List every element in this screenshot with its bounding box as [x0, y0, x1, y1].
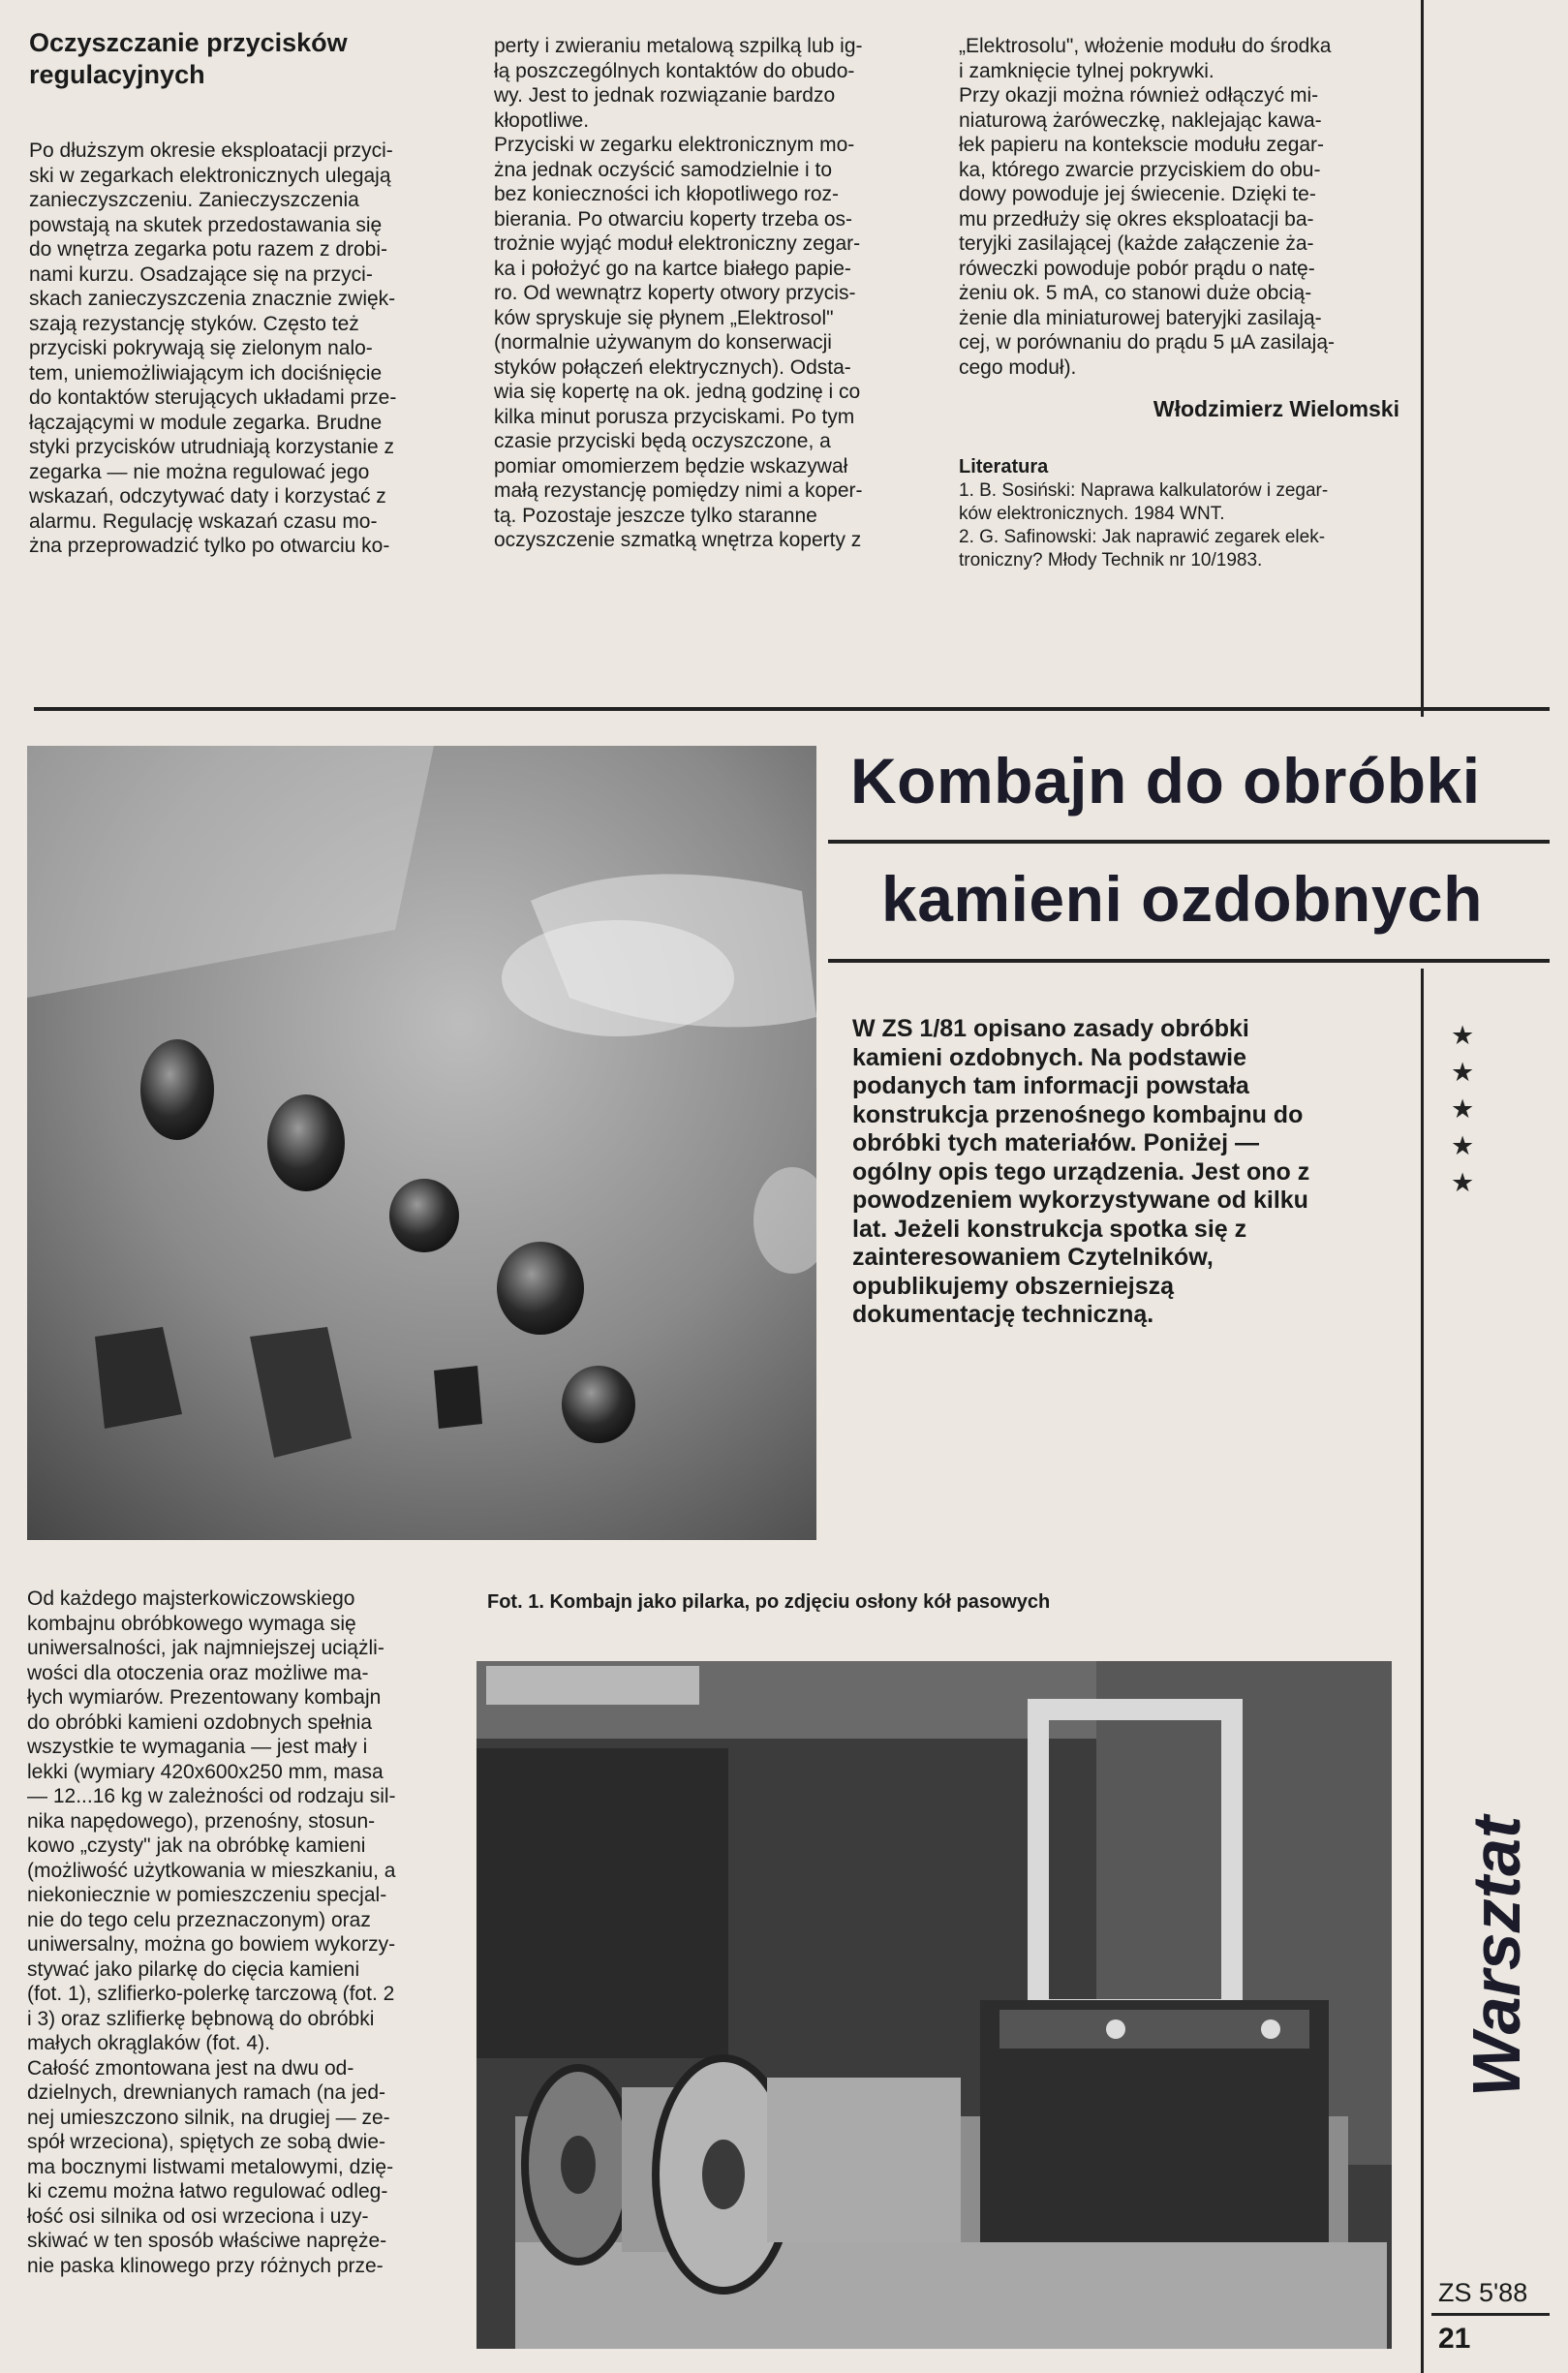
section-label: Warsztat [1459, 1815, 1534, 2098]
column-text: perty i zwieraniu metalową szpilką lub ig- łą poszczególnych kontaktów do obudo- wy. Jest to jednak rozwiązanie bardzo kłopotliwe. Przyciski w zegarku elektronicznym mo- żna jednak oczyścić samodzielnie i to bez konieczności ich kłopotliwego roz- bierania. Po otwarciu koperty trzeba os- trożnie wyjąć moduł elektroniczny zegar- ka i położyć go na kartce białego papie- ro. Od wewnątrz koperty otwory przycis- ków spryskuje się płynem „Elektrosol" (normalnie używanym do konserwacji styków połączeń elektrycznych). Odsta- wia się kopertę na ok. jedną godzinę i co kilka minut porusza przyciskami. Po tym czasie przyciski będą oczyszczone, a pomiar omomierzem będzie wskazywał małą rezystancję pomiędzy nimi a koper- tą. Pozostaje jeszcze tylko staranne oczyszczenie szmatką wnętrza koperty z [494, 35, 863, 551]
title-rule [828, 840, 1550, 844]
article-column-2 [494, 34, 935, 553]
body-text: Od każdego majsterkowiczowskiego kombajnu obróbkowego wymaga się uniwersalności, jak najmniejszej uciążli- wości dla otoczenia oraz możliwe ma- łych wymiarów. Prezentowany kombajn do obróbki kamieni ozdobnych spełnia wszystkie te wymagania — jest mały i lekki (wymiary 420x600x250 mm, masa — 12...16 kg w zależności od rodzaju sil- nika napędowego), przenośny, stosun- kowo „czysty" jak na obróbkę kamieni (możliwość użytkowania w mieszkaniu, a niekoniecznie w pomieszczeniu specjal- nie do tego celu przeznaczonym) oraz uniwersalny, można go bowiem wykorzy- stywać jako pilarkę do cięcia kamieni (fot. 1), szlifierko-polerkę tarczową (fot. 2 i 3) oraz szlifierkę bębnową do obróbki małych okrąglaków (fot. 4). Całość zmontowana jest na dwu od- dzielnych, drewnianych ramach (na jed- nej umieszczono silnik, na drugiej — ze- spół wrzeciona), spiętych ze sobą dwie- ma bocznymi listwami metalowymi, dzię- ki czemu można łatwo regulować odleg- łość osi silnika od osi wrzeciona i uzy- skiwać w ten sposób właściwe napręże- nie paska klinowego przy różnych prze- [27, 1587, 396, 2277]
gemstones-photo-drawing [27, 746, 816, 1540]
literature-item-1: 1. B. Sosiński: Naprawa kalkulatorów i zegar- ków elektronicznych. 1984 WNT. [959, 480, 1329, 524]
column-text: Po dłuższym okresie eksploatacji przyci- ski w zegarkach elektronicznych ulegają zanieczyszczeniu. Zanieczyszczenia powstają na skutek przedostawania się do wnętrza zegarka potu razem z drobi- nami kurzu. Osadzające się na przyci- skach zanieczyszczenia znacznie zwięk- szają rezystancję styków. Często też przyciski pokrywają się zielonym nalo- tem, uniemożliwiającym ich dociśnięcie do kontaktów sterujących układami prze- łączającymi w module zegarka. Brudne styki przycisków utrudniają korzystanie z zegarka — nie można regulować jego wskazań, odczytywać daty i korzystać z alarmu. Regulację wskazań czasu mo- żna przeprowadzić tylko po otwarciu ko- [29, 139, 397, 557]
star-icon: ★ [1451, 1058, 1475, 1087]
difficulty-stars [1451, 1017, 1480, 1201]
literature [959, 455, 1399, 573]
star-icon: ★ [1451, 1168, 1475, 1197]
star-icon: ★ [1451, 1021, 1475, 1050]
article-lead: W ZS 1/81 opisano zasady obróbki kamieni ozdobnych. Na podstawie podanych tam informacji powstała konstrukcja przenośnego kombajnu do obróbki tych materiałów. Poniżej — ogólny opis tego urządzenia. Jest ono z powodzeniem wykorzystywane od kilku lat. Jeżeli konstrukcja spotka się z zainteresowaniem Czytelników, opublikujemy obszerniejszą dokumentację techniczną. [852, 1015, 1310, 1328]
photo-caption: Fot. 1. Kombajn jako pilarka, po zdjęciu osłony kół pasowych [487, 1591, 1051, 1613]
literature-title: Literatura [959, 455, 1049, 478]
page-number: 21 [1438, 2323, 1471, 2355]
article-heading: Oczyszczanie przycisków regulacyjnych [29, 28, 348, 89]
machine-photo [477, 1661, 1392, 2349]
gemstones-photo [27, 746, 816, 1540]
section-divider [34, 707, 1550, 711]
star-icon: ★ [1451, 1094, 1475, 1124]
issue-number: ZS 5'88 [1438, 2278, 1528, 2307]
article-body [27, 1587, 463, 2278]
footer-rule [1431, 2313, 1550, 2316]
column-rule [1421, 0, 1424, 717]
machine-photo-drawing [477, 1661, 1392, 2349]
author-name: Włodzimierz Wielomski [1153, 396, 1399, 421]
article-title-line-2: kamieni ozdobnych [881, 863, 1483, 935]
title-rule [828, 959, 1550, 963]
column-text: „Elektrosolu", włożenie modułu do środka i zamknięcie tylnej pokrywki. Przy okazji można również odłączyć mi- niaturową żaróweczkę, naklejając kawa- łek papieru na kontekscie modułu zegar- ka, którego zwarcie przyciskiem do obu- dowy powoduje jej świecenie. Dzięki te- mu przedłuży się okres eksploatacji ba- teryjki zasilającej (każde załączenie ża- róweczki powoduje pobór prądu o natę- żeniu ok. 5 mA, co stanowi duże obcią- żenie dla miniaturowej bateryjki zasilają- cej, w porównaniu do prądu 5 µA zasilają- cego moduł). [959, 35, 1335, 379]
star-icon: ★ [1451, 1131, 1475, 1160]
article-column-3 [959, 34, 1399, 572]
section-label-wrap [1429, 1772, 1564, 2141]
column-rule [1421, 969, 1424, 2373]
article-title-line-1: Kombajn do obróbki [850, 745, 1481, 817]
literature-item-2: 2. G. Safinowski: Jak naprawić zegarek elek- troniczny? Młody Technik nr 10/1983. [959, 527, 1326, 570]
article-column-1 [29, 139, 470, 559]
